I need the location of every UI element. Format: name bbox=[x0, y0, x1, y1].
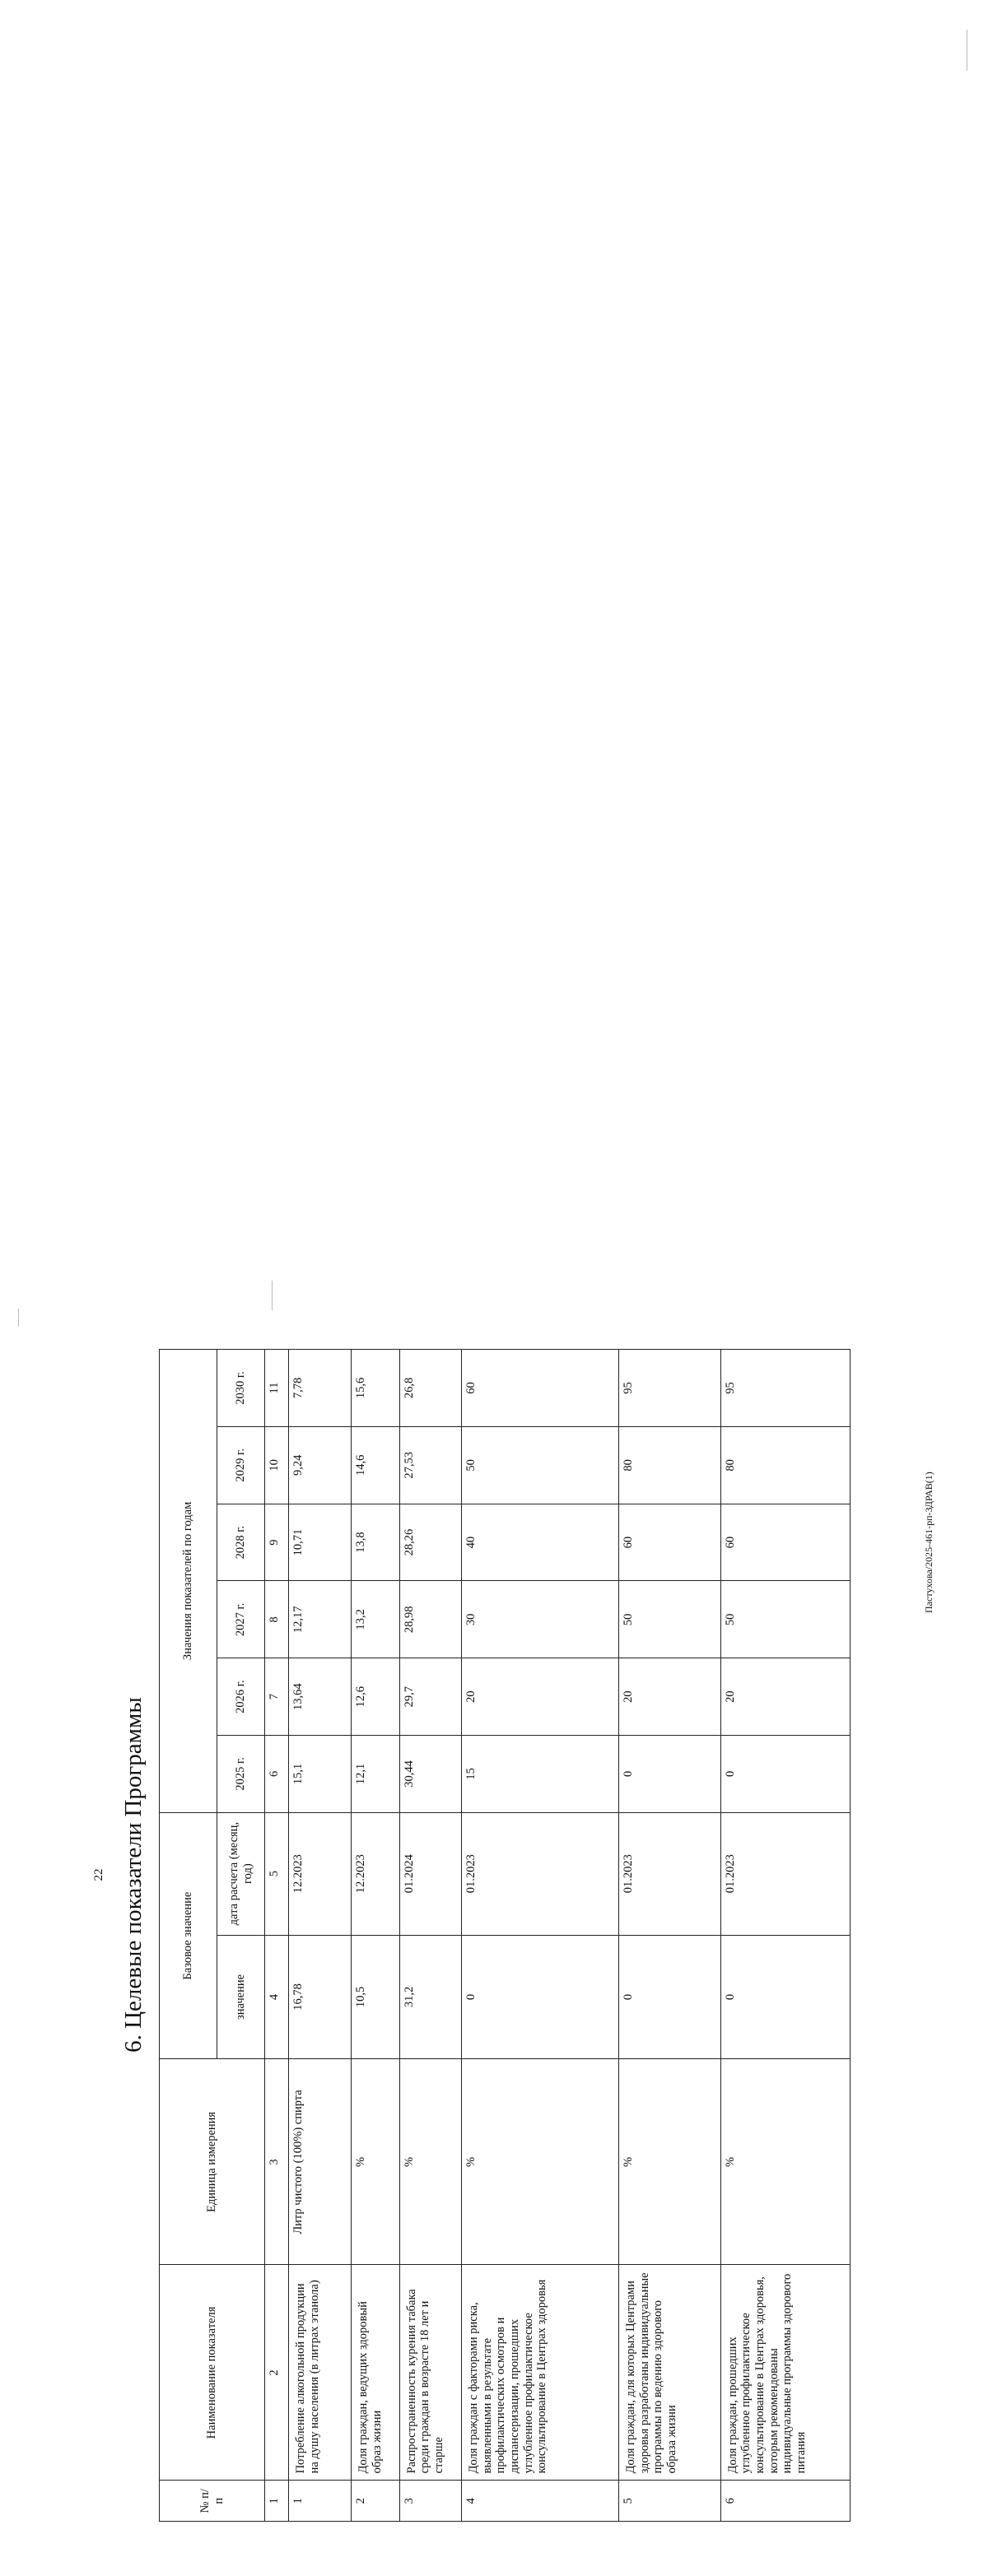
row-year-value: 80 bbox=[618, 1426, 720, 1504]
row-year-value: 95 bbox=[720, 1350, 850, 1427]
row-year-value: 28,98 bbox=[399, 1581, 462, 1658]
table-row bbox=[462, 1350, 619, 2522]
table-row bbox=[720, 1350, 850, 2522]
table-row bbox=[351, 1350, 399, 2522]
row-base-value: 0 bbox=[462, 1935, 619, 2059]
row-year-value: 14,6 bbox=[351, 1426, 399, 1504]
row-name: Доля граждан, для которых Центрами здоровья разработаны индивидуальные программы по ведению здорового образа жизни bbox=[618, 2265, 720, 2481]
row-no: 2 bbox=[351, 2481, 399, 2522]
row-year-value: 30 bbox=[462, 1581, 619, 1658]
row-year-value: 20 bbox=[720, 1658, 850, 1736]
column-number: 2 bbox=[265, 2265, 289, 2481]
row-base-value: 10,5 bbox=[351, 1935, 399, 2059]
row-no: 4 bbox=[462, 2481, 619, 2522]
row-no: 3 bbox=[399, 2481, 462, 2522]
row-base-value: 16,78 bbox=[289, 1935, 352, 2059]
row-year-value: 13,64 bbox=[289, 1658, 352, 1736]
row-no: 1 bbox=[289, 2481, 352, 2522]
page-title: 6. Целевые показатели Программы bbox=[120, 1697, 147, 2053]
column-number: 3 bbox=[265, 2059, 289, 2265]
row-base-value: 31,2 bbox=[399, 1935, 462, 2059]
header-no: № п/п bbox=[160, 2481, 265, 2522]
column-number-row bbox=[265, 1350, 289, 2522]
column-number: 8 bbox=[265, 1581, 289, 1658]
row-base-date: 12.2023 bbox=[351, 1812, 399, 1935]
header-unit: Единица измерения bbox=[160, 2059, 265, 2265]
row-year-value: 20 bbox=[462, 1658, 619, 1736]
row-year-value: 0 bbox=[720, 1736, 850, 1813]
column-number: 1 bbox=[265, 2481, 289, 2522]
row-year-value: 95 bbox=[618, 1350, 720, 1427]
row-year-value: 30,44 bbox=[399, 1736, 462, 1813]
header-base-group: Базовое значение bbox=[160, 1812, 217, 2059]
row-base-date: 12.2023 bbox=[289, 1812, 352, 1935]
column-number: 5 bbox=[265, 1812, 289, 1935]
row-year-value: 50 bbox=[462, 1426, 619, 1504]
row-year-value: 27,53 bbox=[399, 1426, 462, 1504]
header-year: 2027 г. bbox=[217, 1581, 265, 1658]
row-base-value: 0 bbox=[720, 1935, 850, 2059]
column-number: 7 bbox=[265, 1658, 289, 1736]
row-year-value: 13,2 bbox=[351, 1581, 399, 1658]
row-year-value: 10,71 bbox=[289, 1504, 352, 1581]
row-year-value: 20 bbox=[618, 1658, 720, 1736]
row-year-value: 13,8 bbox=[351, 1504, 399, 1581]
row-name: Распространенность курения табака среди граждан в возрасте 18 лет и старше bbox=[399, 2265, 462, 2481]
header-year: 2030 г. bbox=[217, 1350, 265, 1427]
row-year-value: 60 bbox=[720, 1504, 850, 1581]
row-name: Доля граждан с факторами риска, выявленными в результате профилактических осмотров и диспансеризации, прошедших углубленное профилактическое консультирование в Центрах здоровья bbox=[462, 2265, 619, 2481]
header-year: 2029 г. bbox=[217, 1426, 265, 1504]
scan-mark bbox=[18, 1309, 19, 1327]
row-year-value: 60 bbox=[462, 1350, 619, 1427]
page-number: 22 bbox=[92, 1868, 105, 1881]
header-year: 2025 г. bbox=[217, 1736, 265, 1813]
table-row bbox=[289, 1350, 352, 2522]
row-no: 5 bbox=[618, 2481, 720, 2522]
column-number: 11 bbox=[265, 1350, 289, 1427]
row-no: 6 bbox=[720, 2481, 850, 2522]
row-base-date: 01.2024 bbox=[399, 1812, 462, 1935]
row-year-value: 50 bbox=[720, 1581, 850, 1658]
row-year-value: 15,6 bbox=[351, 1350, 399, 1427]
row-year-value: 9,24 bbox=[289, 1426, 352, 1504]
row-year-value: 15 bbox=[462, 1736, 619, 1813]
header-year: 2028 г. bbox=[217, 1504, 265, 1581]
column-number: 4 bbox=[265, 1935, 289, 2059]
row-year-value: 0 bbox=[618, 1736, 720, 1813]
table-row bbox=[399, 1350, 462, 2522]
row-name: Потребление алкогольной продукции на душу населения (в литрах этанола) bbox=[289, 2265, 352, 2481]
row-unit: Литр чистого (100%) спирта bbox=[289, 2059, 352, 2265]
indicators-table bbox=[159, 1349, 851, 2522]
table-row bbox=[618, 1350, 720, 2522]
row-year-value: 12,17 bbox=[289, 1581, 352, 1658]
row-name: Доля граждан, прошедших углубленное профилактическое консультирование в Центрах здоровья, которым рекомендованы индивидуальные программы здорового питания bbox=[720, 2265, 850, 2481]
row-year-value: 7,78 bbox=[289, 1350, 352, 1427]
row-year-value: 15,1 bbox=[289, 1736, 352, 1813]
header-year: 2026 г. bbox=[217, 1658, 265, 1736]
row-year-value: 28,26 bbox=[399, 1504, 462, 1581]
row-year-value: 50 bbox=[618, 1581, 720, 1658]
row-year-value: 29,7 bbox=[399, 1658, 462, 1736]
row-unit: % bbox=[720, 2059, 850, 2265]
row-base-date: 01.2023 bbox=[618, 1812, 720, 1935]
row-year-value: 26,8 bbox=[399, 1350, 462, 1427]
row-unit: % bbox=[351, 2059, 399, 2265]
row-year-value: 12,6 bbox=[351, 1658, 399, 1736]
row-year-value: 40 bbox=[462, 1504, 619, 1581]
row-unit: % bbox=[399, 2059, 462, 2265]
scan-mark bbox=[272, 1281, 273, 1310]
row-base-date: 01.2023 bbox=[462, 1812, 619, 1935]
header-years-group: Значения показателей по годам bbox=[160, 1350, 217, 1813]
footer-code: Пастухова/2025-461-рп-ЗДРАВ(1) bbox=[923, 1472, 934, 1613]
row-year-value: 80 bbox=[720, 1426, 850, 1504]
row-year-value: 60 bbox=[618, 1504, 720, 1581]
row-unit: % bbox=[618, 2059, 720, 2265]
row-base-date: 01.2023 bbox=[720, 1812, 850, 1935]
row-year-value: 12,1 bbox=[351, 1736, 399, 1813]
header-base-value: значение bbox=[217, 1935, 265, 2059]
column-number: 6 bbox=[265, 1736, 289, 1813]
header-name: Наименование показателя bbox=[160, 2265, 265, 2481]
row-unit: % bbox=[462, 2059, 619, 2265]
header-base-date: дата расчета (месяц, год) bbox=[217, 1812, 265, 1935]
column-number: 10 bbox=[265, 1426, 289, 1504]
column-number: 9 bbox=[265, 1504, 289, 1581]
row-base-value: 0 bbox=[618, 1935, 720, 2059]
row-name: Доля граждан, ведущих здоровый образ жизни bbox=[351, 2265, 399, 2481]
